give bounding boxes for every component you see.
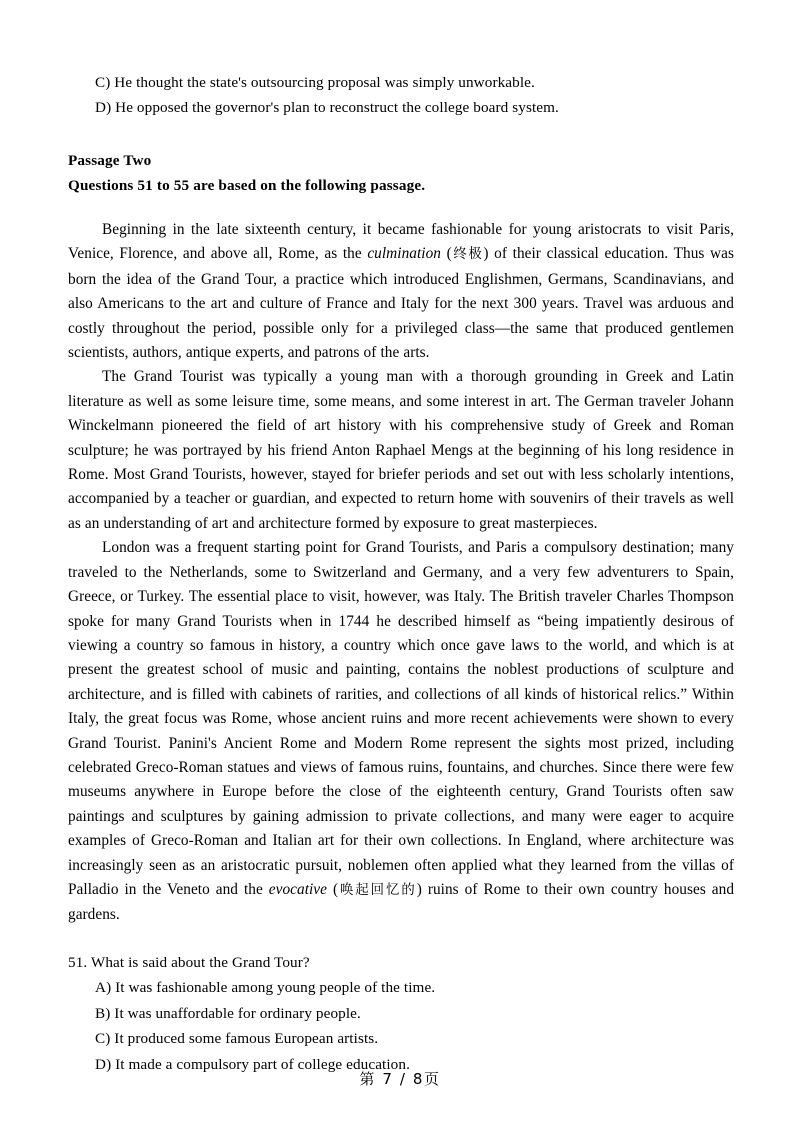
chinese-gloss: 唤起回忆的 [338,882,417,898]
passage-instruction: Questions 51 to 55 are based on the following passage. [68,177,426,194]
carryover-options-block [68,70,734,120]
question-51-stem: 51. What is said about the Grand Tour? [68,953,310,971]
page-content [68,70,734,1077]
passage-title: Passage Two [68,152,152,169]
passage-paragraph-1: Beginning in the late sixteenth century, it became fashionable for young aristocrats to visit Paris, Venice, Florence, and above all, Rome, as the culmination (终极) of their classical education. Thus was born the idea of the Grand Tour, a practice which introduced Englishmen, Germans, Scandinavians, and also Americans to the art and culture of France and Italy for the next 300 years. Travel was arduous and costly throughout the period, possible only for a privileged class—the same that produced gentlemen scientists, authors, antique experts, and patrons of the arts. [68,221,735,362]
question-51-option-a[interactable]: A) It was fashionable among young people of the time. [95,979,436,997]
question-51-option-c[interactable]: C) It produced some famous European artists. [95,1030,379,1048]
italic-term: culmination [367,245,441,263]
page-footer: 第 7 / 8页 [359,1070,441,1088]
carryover-option-c: C) He thought the state's outsourcing proposal was simply unworkable. [95,74,535,91]
passage-heading-block [68,148,734,198]
chinese-gloss: 终极 [451,247,484,263]
passage-body [68,218,734,928]
passage-paragraph-2: The Grand Tourist was typically a young man with a thorough grounding in Greek and Latin literature as well as some leisure time, some means, and some interest in art. The German traveler Johann Winckelmann pioneered the field of art history with his comprehensive study of Greek and Roman sculpture; he was portrayed by his friend Anton Raphael Mengs at the beginning of his long residence in Rome. Most Grand Tourists, however, stayed for briefer periods and set out with less scholarly intentions, accompanied by a teacher or guardian, and expected to return home with souvenirs of their travels as well as an understanding of art and architecture formed by exposure to great masterpieces. [68,368,734,532]
question-51-option-b[interactable]: B) It was unaffordable for ordinary people. [95,1004,361,1022]
question-block-51 [68,950,734,1078]
carryover-option-d: D) He opposed the governor's plan to reconstruct the college board system. [95,99,559,116]
italic-term: evocative [268,880,327,898]
passage-paragraph-3: London was a frequent starting point for Grand Tourists, and Paris a compulsory destination; many traveled to the Netherlands, some to Switzerland and Germany, and a very few adventurers to Spain, Greece, or Turkey. The essential place to visit, however, was Italy. The British traveler Charles Thompson spoke for many Grand Tourists when in 1744 he described himself as “being impatiently desirous of viewing a country so famous in history, a country which once gave laws to the world, and which is at present the greatest school of music and painting, contains the noblest productions of sculpture and architecture, and is filled with cabinets of rarities, and collections of all kinds of historical relics.” Within Italy, the great focus was Rome, whose ancient ruins and more recent achievements were shown to every Grand Tourist. Panini's Ancient Rome and Modern Rome represent the sights most prized, including celebrated Greco-Roman statues and views of famous ruins, fountains, and churches. Since there were few museums anywhere in Europe before the close of the eighteenth century, Grand Tourists often saw paintings and sculptures by gaining admission to private collections, and many were eager to acquire examples of Greco-Roman and Italian art for their own collections. In England, where architecture was increasingly seen as an aristocratic pursuit, noblemen often applied what they learned from the villas of Palladio in the Veneto and the evocative (唤起回忆的) ruins of Rome to their own country houses and gardens. [68,539,735,924]
question-51-option-d[interactable]: D) It made a compulsory part of college education. [95,1055,410,1073]
